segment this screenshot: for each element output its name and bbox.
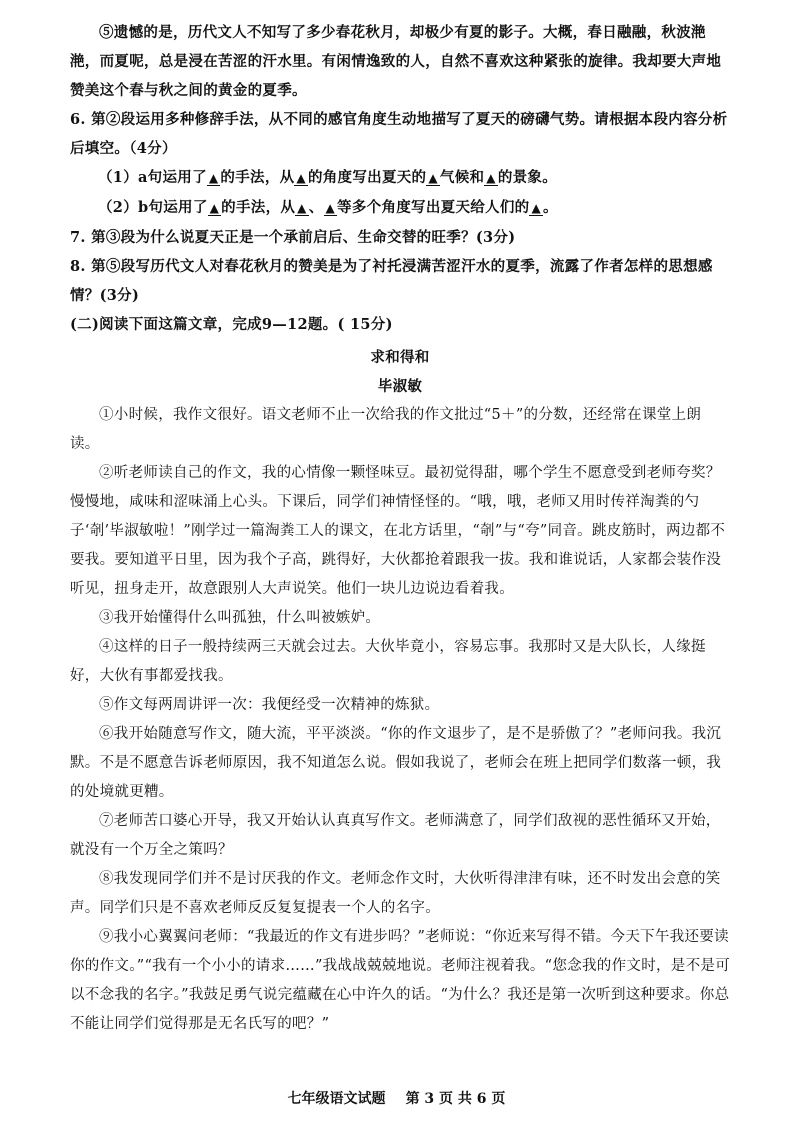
article-paragraph-2: ②听老师读自己的作文，我的心情像一颗怪味豆。最初觉得甜，哪个学生不愿意受到老师夸奖？慢慢地，咸味和涩味涌上心头。下课后，同学们神情怪怪的。“哦，哦，老师又用时传祥淘粪的勺子‘剞’毕淑敏啦！”刚学过一篇淘粪工人的课文，在北方话里，“剞”与“夸”同音。跳皮筋时，两边都不要我。要知道平日里，因为我个子高，跳得好，大伙都抢着跟我一拔。我和谁说话，人家都会装作没听见，扭身走开，故意跟别人大声说笑。他们一块儿边说边看着我。: [70, 465, 726, 597]
question-8: 8. 第⑤段写历代文人对春花秋月的赞美是为了衬托浸满苦涩汗水的夏季，流露了作者怎样的思想感情？(3分): [70, 258, 713, 304]
answer-blank: ▲: [428, 171, 438, 185]
article-paragraph-1: ①小时候，我作文很好。语文老师不止一次给我的作文批过“5＋”的分数，还经常在课堂上朗读。: [70, 407, 702, 452]
answer-blank: ▲: [531, 201, 541, 215]
article-author: 毕淑敏: [377, 378, 423, 395]
answer-blank: ▲: [296, 171, 306, 185]
article-paragraph-7: ⑦老师苦口婆心开导，我又开始认认真真写作文。老师满意了，同学们敌视的恶性循环又开始，就没有一个万全之策吗？: [70, 813, 721, 858]
article-paragraph-3: ③我开始懂得什么叫孤独，什么叫被嫉妒。: [99, 610, 381, 626]
passage-paragraph-5: ⑤遗憾的是，历代文人不知写了多少春花秋月，却极少有夏的影子。大概，春日融融，秋波滟滟，而夏呢，总是浸在苦涩的汗水里。有闲情逸致的人，自然不喜欢这种紧张的旋律。我却要大声地赞美这个春与秋之间的黄金的夏季。: [70, 24, 722, 99]
article-paragraph-5: ⑤作文每两周讲评一次：我便经受一次精神的炼狱。: [99, 697, 440, 713]
question-6: 6. 第②段运用多种修辞手法，从不同的感官角度生动地描写了夏天的磅礴气势。请根据本段内容分析后填空。（4分）: [70, 111, 728, 157]
answer-blank: ▲: [325, 201, 336, 215]
answer-blank: ▲: [297, 201, 307, 215]
question-7: 7. 第③段为什么说夏天正是一个承前启后、生命交替的旺季？(3分): [70, 229, 516, 246]
exam-page: [70, 18, 730, 1039]
answer-blank: ▲: [208, 171, 219, 185]
footer-subject: 七年级语文试题: [287, 1091, 386, 1107]
section-2-heading: (二)阅读下面这篇文章，完成9—12题。( 15分): [70, 316, 393, 333]
answer-blank: ▲: [209, 201, 220, 215]
article-paragraph-4: ④这样的日子一般持续两三天就会过去。大伙毕竟小，容易忘事。我那时又是大队长，人缘挺好，大伙有事都爱找我。: [70, 639, 706, 684]
page-footer: [0, 1088, 793, 1108]
article-paragraph-9: ⑨我小心翼翼问老师：“我最近的作文有进步吗？”老师说：“你近来写得不错。今天下午我还要读你的作文。”“我有一个小小的请求……”我战战兢兢地说。老师注视着我。“您念我的作文时，是不是可以不念我的名字。”我鼓足勇气说完蕴藏在心中许久的话。“为什么？我还是第一次听到这种要求。你总不能让同学们觉得那是无名氏写的吧？”: [70, 929, 730, 1032]
article-title: 求和得和: [370, 349, 430, 366]
article-paragraph-6: ⑥我开始随意写作文，随大流，平平淡淡。“你的作文退步了，是不是骄傲了？”老师问我。我沉默。不是不愿意告诉老师原因，我不知道怎么说。假如我说了，老师会在班上把同学们数落一顿，我的处境就更糟。: [70, 726, 722, 800]
question-6-part-1: （1）a句运用了 ▲ 的手法，从 ▲ 的角度写出夏天的 ▲ 气候和 ▲ 的景象。: [98, 169, 558, 186]
question-6-part-2: （2）b句运用了 ▲ 的手法，从 ▲ 、 ▲ 等多个角度写出夏天给人们的 ▲ 。: [98, 199, 558, 216]
answer-blank: ▲: [486, 171, 496, 185]
article-paragraph-8: ⑧我发现同学们并不是讨厌我的作文。老师念作文时，大伙听得津津有味，还不时发出会意的笑声。同学们只是不喜欢老师反反复复提表一个人的名字。: [70, 871, 721, 916]
footer-page-number: 第 3 页 共 6 页: [405, 1091, 506, 1107]
